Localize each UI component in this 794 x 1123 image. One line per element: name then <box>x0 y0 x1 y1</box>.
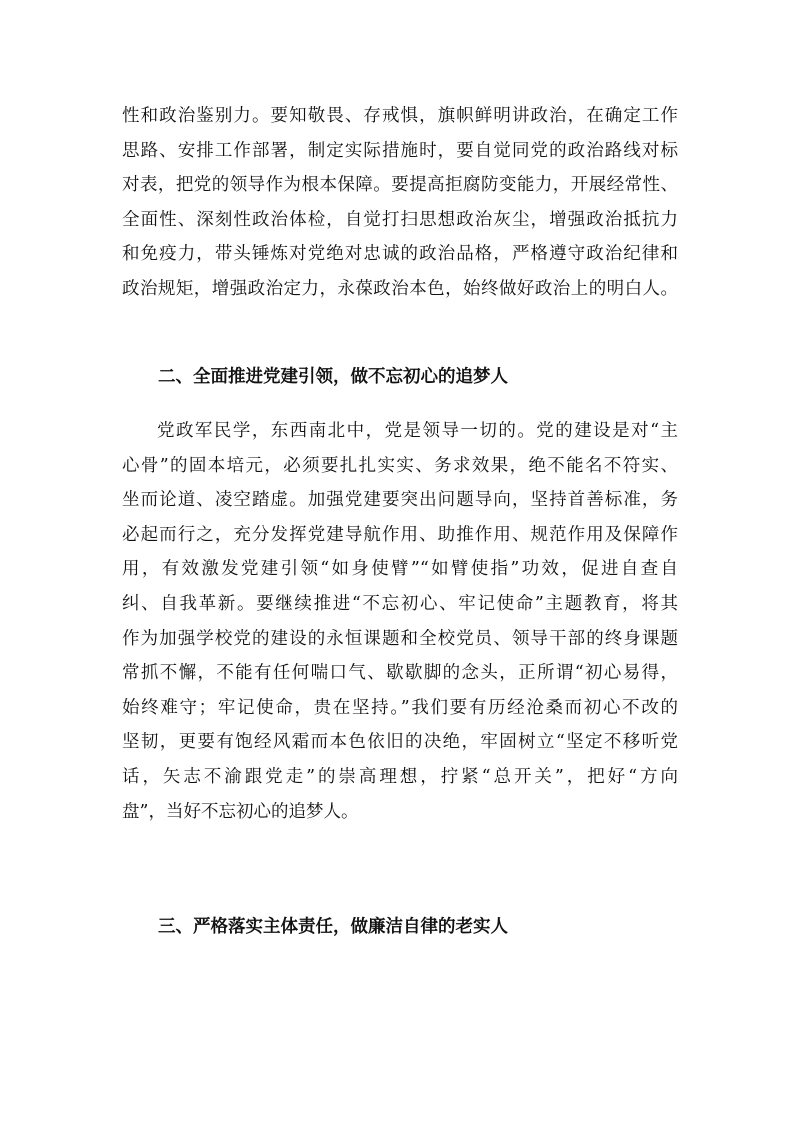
paragraph-line: 和免疫力，带头锤炼对党绝对忠诚的政治品格，严格遵守政治纪律和 <box>122 244 678 265</box>
paragraph-line: 始终难守；牢记使命，贵在坚持。”我们要有历经沧桑而初心不改的 <box>122 697 678 718</box>
paragraph-line: 全面性、深刻性政治体检，自觉打扫思想政治灰尘，增强政治抵抗力 <box>122 209 678 230</box>
section-heading-2: 二、全面推进党建引领，做不忘初心的追梦人 <box>158 367 508 387</box>
paragraph-line: 政治规矩，增强政治定力，永葆政治本色，始终做好政治上的明白人。 <box>122 278 678 299</box>
paragraph-line: 心骨”的固本培元，必须要扎扎实实、务求效果，绝不能名不符实、 <box>122 455 678 476</box>
paragraph-line: 对表，把党的领导作为根本保障。要提高拒腐防变能力，开展经常性、 <box>122 175 678 196</box>
paragraph-line: 话，矢志不渝跟党走”的崇高理想，拧紧“总开关”，把好“方向 <box>122 766 678 787</box>
paragraph-line: 作为加强学校党的建设的永恒课题和全校党员、领导干部的终身课题 <box>122 628 678 649</box>
paragraph-line: 纠、自我革新。要继续推进“不忘初心、牢记使命”主题教育，将其 <box>122 593 678 614</box>
paragraph-party-building <box>122 414 678 829</box>
section-heading-3: 三、严格落实主体责任，做廉洁自律的老实人 <box>158 917 508 937</box>
paragraph-political-discernment <box>122 99 678 307</box>
paragraph-line: 思路、安排工作部署，制定实际措施时，要自觉同党的政治路线对标 <box>122 140 678 161</box>
paragraph-line: 常抓不懈，不能有任何喘口气、歇歇脚的念头，正所谓“初心易得， <box>122 663 678 684</box>
paragraph-line: 性和政治鉴别力。要知敬畏、存戒惧，旗帜鲜明讲政治，在确定工作 <box>122 106 678 126</box>
paragraph-line: 坐而论道、凌空踏虚。加强党建要突出问题导向，坚持首善标准，务 <box>122 490 678 511</box>
paragraph-line: 盘”，当好不忘初心的追梦人。 <box>122 801 359 822</box>
paragraph-line: 用，有效激发党建引领“如身使臂”“如臂使指”功效，促进自查自 <box>122 559 678 580</box>
paragraph-line: 党政军民学，东西南北中，党是领导一切的。党的建设是对“主 <box>157 421 678 441</box>
paragraph-line: 坚韧，更要有饱经风霜而本色依旧的决绝，牢固树立“坚定不移听党 <box>122 732 678 753</box>
paragraph-line: 必起而行之，充分发挥党建导航作用、助推作用、规范作用及保障作 <box>122 524 678 545</box>
